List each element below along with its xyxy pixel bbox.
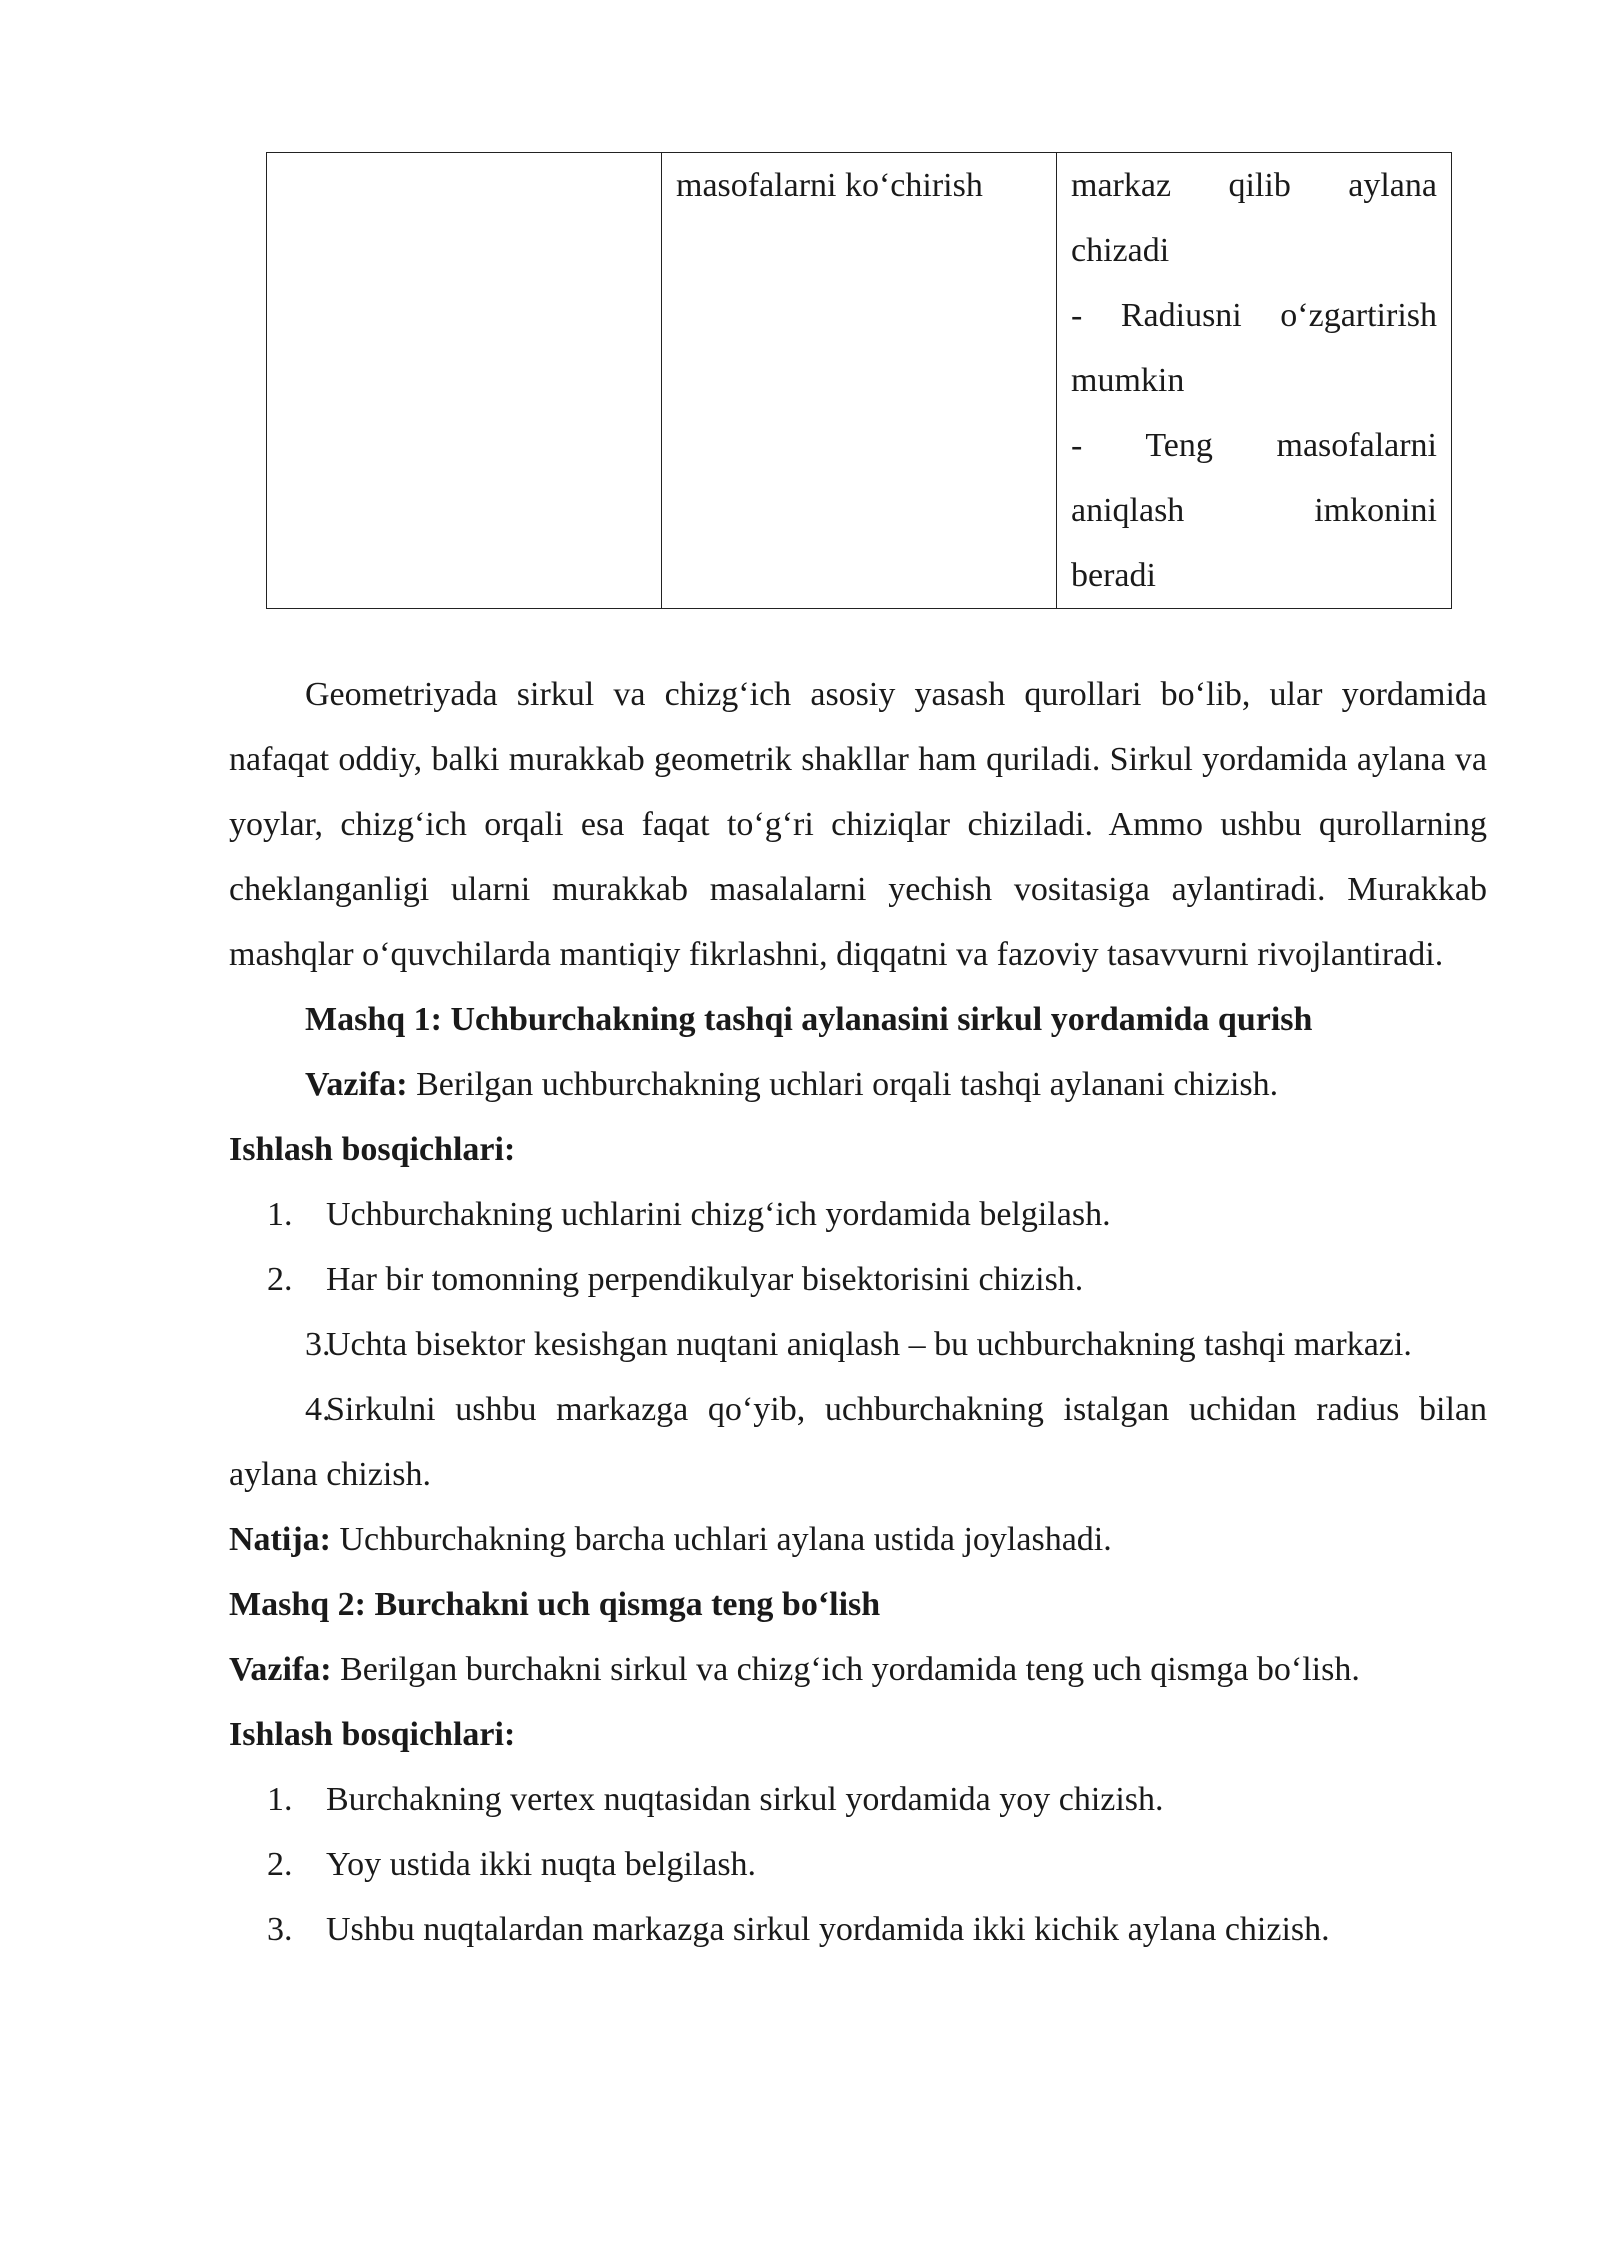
list-number: 1.: [267, 1196, 293, 1233]
list-item: [229, 1832, 1487, 1897]
list-number: 2.: [267, 1261, 293, 1298]
cell-line: - Teng masofalarni: [1071, 427, 1437, 464]
list-number: 1.: [267, 1781, 293, 1818]
intro-paragraph: Geometriyada sirkul va chizg‘ich asosiy yasash qurollari bo‘lib, ular yordamida nafaqat oddiy, balki murakkab geometrik shakllar ham quriladi. Sirkul yordamida aylana va yoylar, chizg‘ich orqali esa faqat to‘g‘ri chiziqlar chiziladi. Ammo ushbu qurollarning cheklanganligi ularni murakkab masalalarni yechish vositasiga aylantiradi. Murakkab mashqlar o‘quvchilarda mantiqiy fikrlashni, diqqatni va fazoviy tasavvurni rivojlantiradi.: [229, 676, 1487, 973]
list-item: [229, 1767, 1487, 1832]
list-text: Uchburchakning uchlarini chizg‘ich yordamida belgilash.: [326, 1196, 1111, 1233]
cell-line: markaz qilib aylana: [1071, 167, 1437, 204]
task-label: Vazifa:: [305, 1066, 408, 1103]
list-item: [229, 1377, 1487, 1507]
result-label: Natija:: [229, 1521, 331, 1558]
list-text: Har bir tomonning perpendikulyar bisektorisini chizish.: [326, 1261, 1084, 1298]
list-text: Sirkulni ushbu markazga qo‘yib, uchburchakning istalgan uchidan radius bilan aylana chizish.: [229, 1391, 1487, 1493]
table-cell-1: [267, 153, 662, 609]
exercise2-title: Mashq 2: Burchakni uch qismga teng bo‘lish: [229, 1586, 881, 1623]
cell-line: aniqlash imkonini: [1071, 492, 1437, 529]
list-text: Uchta bisektor kesishgan nuqtani aniqlash – bu uchburchakning tashqi markazi.: [326, 1326, 1412, 1363]
exercise1-title: Mashq 1: Uchburchakning tashqi aylanasini sirkul yordamida qurish: [305, 1001, 1313, 1038]
task-label: Vazifa:: [229, 1651, 332, 1688]
list-number: 3.: [267, 1911, 293, 1948]
exercise2-task: [229, 1637, 1487, 1702]
exercise2-steps-heading: Ishlash bosqichlari:: [229, 1716, 516, 1753]
table-row: [267, 153, 1452, 609]
table: [266, 152, 1452, 609]
task-text: Berilgan burchakni sirkul va chizg‘ich yordamida teng uch qismga bo‘lish.: [331, 1651, 1360, 1688]
table-cell-2: masofalarni ko‘chirish: [662, 153, 1057, 609]
list-item: [229, 1312, 1487, 1377]
list-number: 4.: [305, 1391, 331, 1428]
list-item: [229, 1182, 1487, 1247]
exercise1-task: [229, 1052, 1487, 1117]
list-number: 3.: [305, 1326, 331, 1363]
list-item: [229, 1247, 1487, 1312]
list-text: Ushbu nuqtalardan markazga sirkul yordamida ikki kichik aylana chizish.: [326, 1911, 1330, 1948]
list-number: 2.: [267, 1846, 293, 1883]
cell-line: - Radiusni o‘zgartirish: [1071, 297, 1437, 334]
exercise1-result: [229, 1507, 1487, 1572]
list-text: Yoy ustida ikki nuqta belgilash.: [326, 1846, 757, 1883]
table-cell-3: [1057, 153, 1452, 609]
task-text: Berilgan uchburchakning uchlari orqali tashqi aylanani chizish.: [407, 1066, 1279, 1103]
body-text: [229, 662, 1487, 1962]
cell-line: beradi: [1071, 557, 1156, 594]
exercise1-steps-heading: Ishlash bosqichlari:: [229, 1131, 516, 1168]
list-text: Burchakning vertex nuqtasidan sirkul yordamida yoy chizish.: [326, 1781, 1164, 1818]
cell-line: chizadi: [1071, 232, 1170, 269]
list-item: [229, 1897, 1487, 1962]
result-text: Uchburchakning barcha uchlari aylana ustida joylashadi.: [330, 1521, 1112, 1558]
cell-line: mumkin: [1071, 362, 1185, 399]
